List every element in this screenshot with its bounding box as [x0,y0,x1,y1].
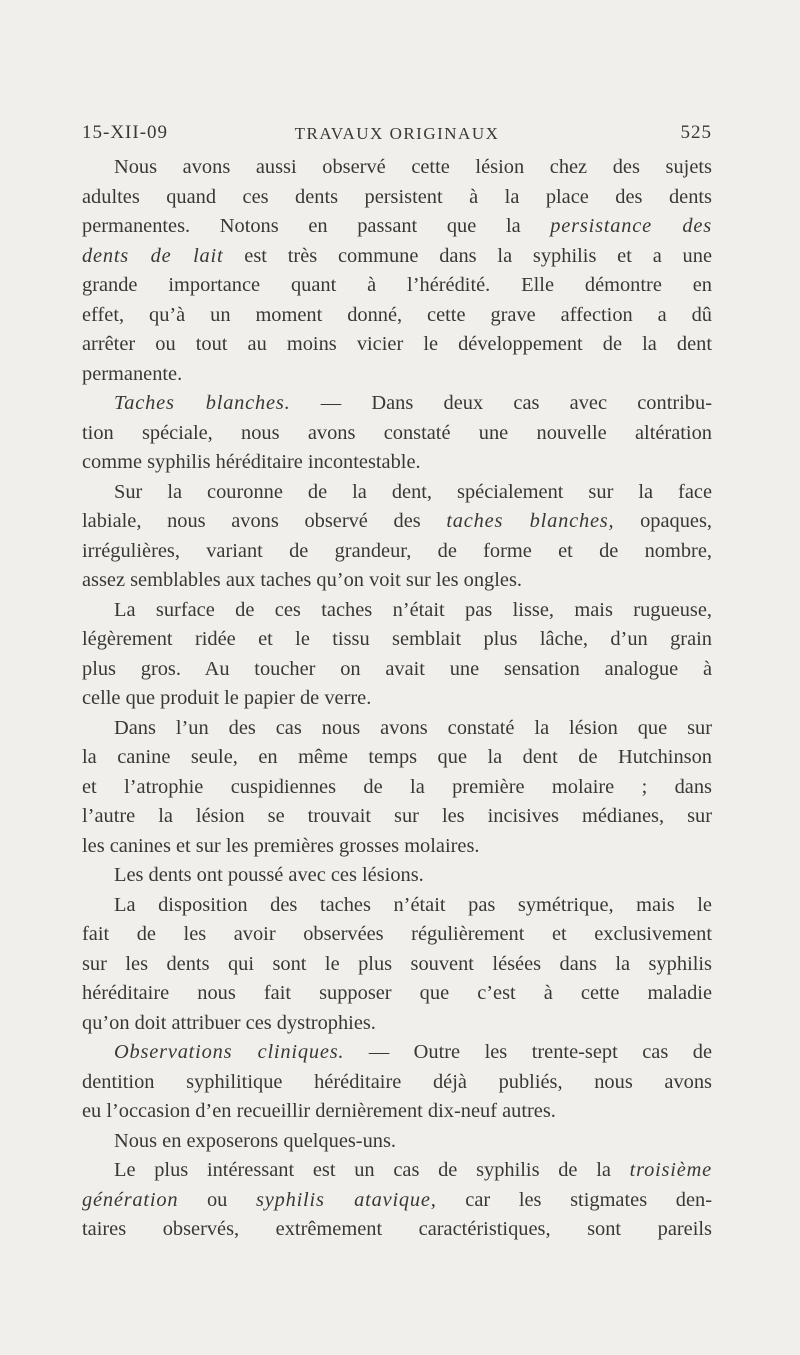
text-run: La disposition des taches n’était pas symétrique, mais le [114,893,712,916]
italic-text: génération [82,1188,179,1211]
text-line [82,507,712,537]
italic-text: Taches blanches. [114,392,291,414]
text-run: — Dans deux cas avec contribu- [290,392,712,414]
running-header [82,122,712,148]
text-run: grande importance quant à l’hérédité. Elle démontre en [82,274,712,296]
text-run: La surface de ces taches n’était pas lisse, mais rugueuse, [114,598,712,621]
text-run: sur les dents qui sont le plus souvent lésées dans la syphilis [82,952,712,975]
text-line [82,183,712,213]
italic-text: syphilis atavique, [256,1188,437,1211]
text-run: est très commune dans la syphilis et a une [223,244,712,267]
text-line [82,330,712,360]
text-run: taires observés, extrêmement caractéristiques, sont pareils [82,1218,712,1240]
text-line [82,861,712,891]
text-run: permanente. [82,362,183,385]
text-line [82,448,712,478]
text-run: effet, qu’à un moment donné, cette grave affection a dû [82,303,712,326]
text-run: arrêter ou tout au moins vicier le développement de la dent [82,333,712,355]
text-line [82,1156,712,1186]
italic-text: troisième [629,1159,712,1181]
text-run: Sur la couronne de la dent, spécialement sur la face [114,480,712,503]
text-line [82,360,712,390]
page-number: 525 [680,122,712,143]
text-line [82,714,712,744]
text-run: permanentes. Notons en passant que la [82,215,551,237]
text-line [82,1068,712,1098]
text-run: la canine seule, en même temps que la dent de Hutchinson [82,746,712,768]
text-run: Les dents ont poussé avec ces lésions. [114,864,424,886]
text-run: opaques, [614,510,712,532]
text-line [82,242,712,272]
text-run: Dans l’un des cas nous avons constaté la lésion que sur [114,716,712,739]
italic-text: taches blanches, [446,510,615,532]
text-line [82,979,712,1009]
text-line [82,684,712,714]
text-run: fait de les avoir observées régulièrement et exclusivement [82,923,712,945]
text-run: Le plus intéressant est un cas de syphilis de la [114,1159,630,1181]
text-line [82,802,712,832]
text-line [82,743,712,773]
text-line [82,419,712,449]
italic-text: persistance des [550,215,712,237]
text-run: héréditaire nous fait supposer que c’est à cette maladie [82,982,712,1004]
text-line [82,566,712,596]
text-line [82,773,712,803]
text-run: dentition syphilitique héréditaire déjà publiés, nous avons [82,1070,712,1093]
text-run: l’autre la lésion se trouvait sur les incisives médianes, sur [82,805,712,827]
text-line [82,625,712,655]
text-line [82,1097,712,1127]
text-run: irrégulières, variant de grandeur, de forme et de nombre, [82,539,712,562]
text-run: celle que produit le papier de verre. [82,687,372,709]
text-run: légèrement ridée et le tissu semblait plus lâche, d’un grain [82,628,712,650]
text-run: Nous en exposerons quelques-uns. [114,1129,397,1152]
text-run: ou [178,1188,257,1211]
text-line [82,212,712,242]
text-line [82,596,712,626]
header-date: 15-XII-09 [82,122,169,143]
text-line [82,389,712,419]
text-line [82,950,712,980]
text-run: et l’atrophie cuspidiennes de la première molaire ; dans [82,775,712,798]
text-run: Nous avons aussi observé cette lésion chez des sujets [114,156,712,178]
text-run: plus gros. Au toucher on avait une sensation analogue à [82,657,712,680]
text-run: les canines et sur les premières grosses molaires. [82,834,480,857]
italic-text: Observations cliniques. [114,1041,345,1063]
text-line [82,153,712,183]
text-line [82,655,712,685]
text-line [82,891,712,921]
text-line [82,537,712,567]
text-line [82,271,712,301]
text-run: qu’on doit attribuer ces dystrophies. [82,1011,376,1034]
text-line [82,1215,712,1245]
text-line [82,478,712,508]
text-line [82,1186,712,1216]
text-run: labiale, nous avons observé des [82,510,447,532]
text-line [82,920,712,950]
text-line [82,1009,712,1039]
text-run: assez semblables aux taches qu’on voit sur les ongles. [82,569,522,591]
text-line [82,301,712,331]
body-text [82,153,712,1245]
text-run: car les stigmates den- [436,1188,713,1211]
italic-text: dents de lait [82,244,224,267]
text-line [82,1038,712,1068]
text-run: — Outre les trente-sept cas de [344,1041,712,1063]
text-line [82,1127,712,1157]
text-run: tion spéciale, nous avons constaté une nouvelle altération [82,421,712,444]
header-title: TRAVAUX ORIGINAUX [294,124,500,143]
text-run: eu l’occasion d’en recueillir dernièrement dix-neuf autres. [82,1100,556,1122]
text-line [82,832,712,862]
text-run: comme syphilis héréditaire incontestable. [82,451,421,473]
text-run: adultes quand ces dents persistent à la place des dents [82,185,712,208]
